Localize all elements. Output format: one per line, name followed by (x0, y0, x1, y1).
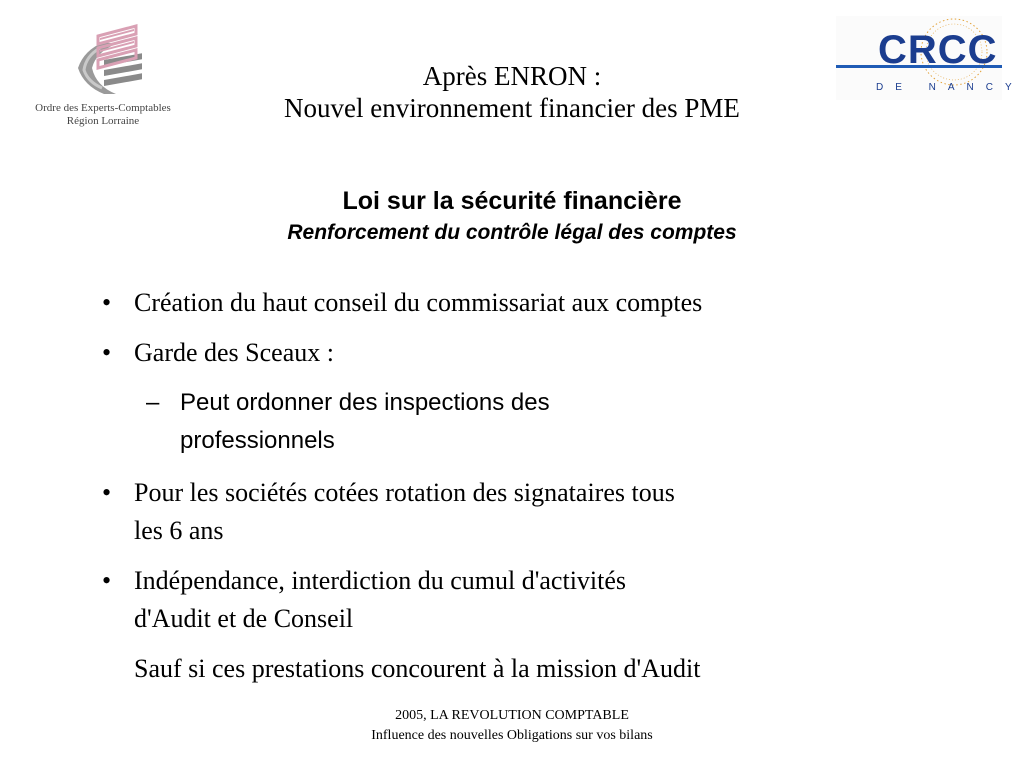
bullet-3-icon: • (102, 478, 112, 507)
oec-caption-line2: Région Lorraine (66, 115, 140, 127)
sub-bullet-line2: professionnels (180, 427, 335, 454)
bullet-1-text: Création du haut conseil du commissariat aux comptes (134, 288, 703, 317)
oec-caption-line1: Ordre des Experts-Comptables (35, 102, 171, 114)
bullet-2-icon: • (102, 338, 112, 367)
subtitle-sub: Renforcement du contrôle légal des comptes (287, 221, 737, 244)
bullet-2-text: Garde des Sceaux : (134, 338, 334, 367)
bullet-1-icon: • (102, 288, 112, 317)
bullet-4-line2: d'Audit et de Conseil (134, 604, 354, 633)
bullet-3-line1: Pour les sociétés cotées rotation des signataires tous (134, 478, 675, 507)
bullet-4-icon: • (102, 566, 112, 595)
bullet-3-line2: les 6 ans (134, 516, 224, 545)
bullet-4-note: Sauf si ces prestations concourent à la mission d'Audit (134, 654, 701, 683)
footer-line2: Influence des nouvelles Obligations sur vos bilans (371, 728, 653, 743)
title-line1: Après ENRON : (422, 61, 602, 91)
title-line2: Nouvel environnement financier des PME (284, 93, 740, 123)
slide-footer (212, 706, 812, 746)
subtitle-main: Loi sur la sécurité financière (342, 187, 682, 215)
bullet-4-line1: Indépendance, interdiction du cumul d'activités (134, 566, 627, 595)
crcc-letters: CRCC (878, 28, 998, 72)
sub-bullet-line1: Peut ordonner des inspections des (180, 389, 550, 416)
crcc-city: DE NANCY (876, 82, 1024, 93)
sub-bullet-dash-icon: – (146, 389, 160, 416)
footer-line1: 2005, LA REVOLUTION COMPTABLE (395, 708, 629, 723)
